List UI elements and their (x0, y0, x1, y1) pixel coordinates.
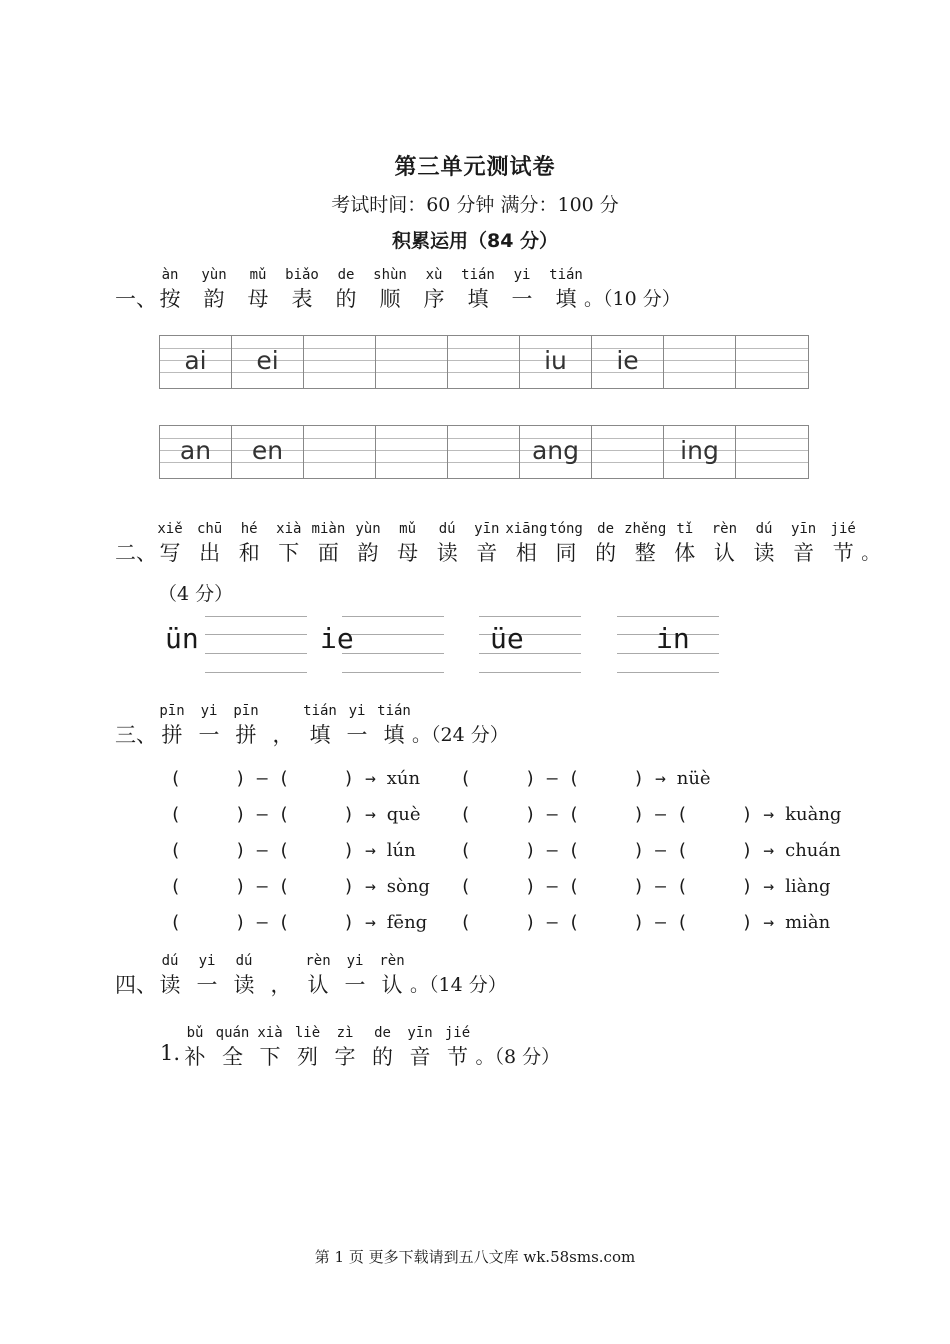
chinese-character: 同 (555, 541, 577, 565)
target-syllable: lún (386, 840, 416, 861)
pinyin-label: tóng (549, 521, 583, 537)
chinese-character: 字 (334, 1045, 356, 1069)
vowel-letter: ün (165, 622, 199, 655)
vowel-letter: ang (531, 436, 580, 465)
vowel-letter: iu (544, 346, 567, 375)
blank-pattern: ( ) — ( ) → (170, 876, 387, 897)
pinyin-label: xiě (157, 521, 183, 537)
empty-cell[interactable] (448, 426, 520, 478)
pinyin-label: yi (513, 267, 531, 283)
pinyin-label: yi (198, 953, 216, 969)
pinyin-label: yīn (407, 1025, 433, 1041)
spell-item[interactable] (460, 804, 841, 825)
target-syllable: fēng (386, 912, 428, 933)
spell-item[interactable] (170, 876, 430, 897)
question-ending: 。 (861, 542, 881, 564)
pinyin-label: yīn (474, 521, 500, 537)
pinyin-label: jié (830, 521, 856, 537)
pinyin-label: pīn (233, 703, 259, 719)
spell-item[interactable] (170, 840, 416, 861)
guide-line (617, 672, 719, 673)
pinyin-label: de (597, 521, 615, 537)
chinese-character: 面 (317, 541, 339, 565)
blank-pattern: ( ) — ( ) → (170, 912, 387, 933)
chinese-character: 一 (511, 287, 533, 311)
pinyin-label: tián (549, 267, 583, 283)
vowel-cell (664, 426, 736, 478)
question-ending: 。（8 分） (475, 1046, 561, 1068)
pinyin-label: rèn (379, 953, 405, 969)
chinese-character: 列 (297, 1045, 318, 1069)
pinyin-label: yīn (790, 521, 817, 537)
target-syllable: chuán (785, 840, 841, 861)
pinyin-label: shùn (373, 267, 407, 283)
pinyin-label: quán (215, 1025, 250, 1041)
vowel-letter: an (179, 436, 212, 465)
vowel-grid-row-1 (159, 335, 809, 389)
chinese-character: 整 (634, 541, 656, 565)
pinyin-label: miàn (311, 521, 346, 537)
chinese-character: 认 (381, 973, 403, 997)
vowel-letter: ie (616, 346, 639, 375)
guide-line (205, 616, 307, 617)
pinyin-label: tián (377, 703, 411, 719)
chinese-character: 写 (159, 541, 181, 565)
question-number: 四、 (115, 973, 157, 997)
blank-pattern: ( ) — ( ) → (170, 804, 387, 825)
chinese-character: 下 (259, 1045, 281, 1069)
target-syllable: miàn (785, 912, 831, 933)
empty-cell[interactable] (592, 426, 664, 478)
question-score: （4 分） (158, 583, 234, 605)
pinyin-label: xià (276, 521, 302, 537)
blank-pattern: ( ) — ( ) — ( ) → (460, 876, 786, 897)
chinese-character: 表 (291, 287, 313, 311)
chinese-character: 读 (159, 973, 181, 997)
pinyin-label: tǐ (676, 521, 694, 537)
pinyin-label: xù (425, 267, 443, 283)
guide-line (205, 634, 307, 635)
vowel-grid-row-2 (159, 425, 809, 479)
chinese-character: 一 (344, 973, 366, 997)
guide-line (342, 634, 444, 635)
chinese-character: 的 (335, 287, 357, 311)
chinese-character: 拼 (235, 723, 257, 747)
empty-cell[interactable] (736, 336, 808, 388)
spell-item[interactable] (170, 768, 420, 789)
chinese-character: ， (272, 723, 294, 747)
chinese-character: 填 (467, 287, 489, 311)
chinese-character: ， (270, 973, 292, 997)
pinyin-label: mǔ (399, 521, 417, 537)
chinese-character: 韵 (357, 541, 379, 565)
vowel-letter: üe (490, 622, 524, 655)
pinyin-label: zì (336, 1025, 354, 1041)
chinese-character: 体 (674, 541, 696, 565)
target-syllable: nüè (676, 768, 711, 789)
chinese-character: 拼 (161, 723, 183, 747)
pinyin-label: biǎo (285, 267, 319, 283)
guide-line (342, 672, 444, 673)
blank-pattern: ( ) — ( ) — ( ) → (460, 912, 786, 933)
chinese-character: 读 (233, 973, 255, 997)
vowel-letter: ie (320, 622, 354, 655)
pinyin-label: liè (294, 1025, 321, 1041)
blank-pattern: ( ) — ( ) — ( ) → (460, 840, 786, 861)
chinese-character: 一 (196, 973, 218, 997)
pinyin-label: bǔ (186, 1025, 204, 1041)
empty-cell[interactable] (736, 426, 808, 478)
answer-blank[interactable] (342, 616, 444, 672)
empty-cell[interactable] (448, 336, 520, 388)
chinese-character: 和 (238, 541, 260, 565)
pinyin-label: rèn (305, 953, 331, 969)
pinyin-label: xià (257, 1025, 283, 1041)
pinyin-label: xiāng (505, 521, 548, 537)
vowel-letter: ai (184, 346, 207, 375)
pinyin-label: rèn (711, 521, 738, 537)
chinese-character: 一 (198, 723, 220, 747)
chinese-character: 补 (184, 1045, 206, 1069)
exam-info: 考试时间：60 分钟 满分：100 分 (331, 194, 619, 216)
pinyin-label: hé (240, 521, 258, 537)
vowel-letter: in (656, 622, 690, 655)
question-ending: 。（24 分） (412, 724, 509, 746)
pinyin-label: yùn (201, 267, 227, 283)
blank-pattern: ( ) — ( ) — ( ) → (460, 804, 786, 825)
pinyin-label: yi (346, 953, 364, 969)
chinese-character: 一 (346, 723, 368, 747)
chinese-character: 全 (222, 1045, 243, 1069)
spell-item[interactable] (170, 804, 421, 825)
chinese-character: 读 (436, 541, 458, 565)
chinese-character: 填 (555, 287, 577, 311)
vowel-cell (160, 336, 232, 388)
chinese-character: 相 (515, 541, 537, 565)
pinyin-label: jié (444, 1025, 471, 1041)
spell-item[interactable] (170, 912, 427, 933)
vowel-cell (520, 336, 592, 388)
vowel-cell (232, 336, 304, 388)
pinyin-label: yi (200, 703, 218, 719)
chinese-character: 填 (309, 723, 331, 747)
vowel-letter: ei (256, 346, 279, 375)
chinese-character: 认 (713, 541, 735, 565)
vowel-cell (160, 426, 232, 478)
chinese-character: 音 (793, 541, 815, 565)
pinyin-label: dú (438, 521, 456, 537)
chinese-character: 填 (383, 723, 405, 747)
vowel-cell (232, 426, 304, 478)
chinese-character: 按 (159, 287, 181, 311)
pinyin-label: tián (461, 267, 495, 283)
question-number: 二、 (115, 541, 157, 565)
vowel-cell (520, 426, 592, 478)
empty-cell[interactable] (304, 426, 376, 478)
chinese-character: 认 (307, 973, 329, 997)
pinyin-label: pīn (159, 703, 185, 719)
pinyin-label: zhěng (624, 521, 667, 537)
guide-line (205, 672, 307, 673)
guide-line (617, 616, 719, 617)
chinese-character: 的 (372, 1045, 393, 1069)
question-number: 一、 (115, 287, 157, 311)
pinyin-label: yi (348, 703, 366, 719)
empty-cell[interactable] (664, 336, 736, 388)
spell-item[interactable] (460, 912, 830, 933)
chinese-character: 母 (397, 541, 419, 565)
pinyin-label: de (337, 267, 355, 283)
chinese-character: 的 (595, 541, 617, 565)
page-footer: 第 1 页 更多下载请到五八文库 wk.58sms.com (314, 1248, 636, 1266)
spell-item[interactable] (460, 840, 841, 861)
chinese-character: 音 (409, 1045, 431, 1069)
pinyin-label: dú (755, 521, 773, 537)
target-syllable: liàng (785, 876, 831, 897)
section-title: 积累运用（84 分） (391, 230, 559, 252)
empty-cell[interactable] (304, 336, 376, 388)
pinyin-label: de (374, 1025, 391, 1041)
chinese-character: 韵 (203, 287, 225, 311)
pinyin-label: dú (235, 953, 253, 969)
answer-blank[interactable] (205, 616, 307, 672)
chinese-character: 音 (476, 541, 498, 565)
vowel-letter: ing (680, 436, 719, 465)
question-ending: 。（14 分） (410, 974, 507, 996)
pinyin-label: àn (161, 267, 179, 283)
blank-pattern: ( ) — ( ) → (170, 768, 387, 789)
chinese-character: 下 (278, 541, 300, 565)
vowel-cell (592, 336, 664, 388)
guide-line (205, 653, 307, 654)
spell-item[interactable] (460, 876, 830, 897)
guide-line (342, 653, 444, 654)
guide-line (479, 672, 581, 673)
question-ending: 。（10 分） (584, 288, 681, 310)
empty-cell[interactable] (376, 426, 448, 478)
guide-line (479, 616, 581, 617)
chinese-character: 顺 (379, 287, 401, 311)
pinyin-label: tián (303, 703, 337, 719)
blank-pattern: ( ) — ( ) → (460, 768, 677, 789)
target-syllable: sòng (386, 876, 430, 897)
pinyin-label: dú (161, 953, 179, 969)
pinyin-label: mǔ (249, 267, 267, 283)
spell-item[interactable] (460, 768, 711, 789)
pinyin-label: yùn (355, 521, 381, 537)
chinese-character: 序 (423, 287, 445, 311)
vowel-letter: en (251, 436, 284, 465)
chinese-character: 节 (832, 541, 854, 565)
page-title: 第三单元测试卷 (394, 155, 556, 180)
sub-question-number: 1. (160, 1041, 181, 1065)
empty-cell[interactable] (376, 336, 448, 388)
pinyin-label: chū (196, 521, 223, 537)
target-syllable: què (386, 804, 421, 825)
chinese-character: 出 (199, 541, 221, 565)
question-number: 三、 (115, 723, 157, 747)
guide-line (342, 616, 444, 617)
chinese-character: 母 (247, 287, 269, 311)
chinese-character: 读 (753, 541, 775, 565)
target-syllable: xún (386, 768, 421, 789)
blank-pattern: ( ) — ( ) → (170, 840, 387, 861)
chinese-character: 节 (447, 1045, 468, 1069)
target-syllable: kuàng (785, 804, 842, 825)
